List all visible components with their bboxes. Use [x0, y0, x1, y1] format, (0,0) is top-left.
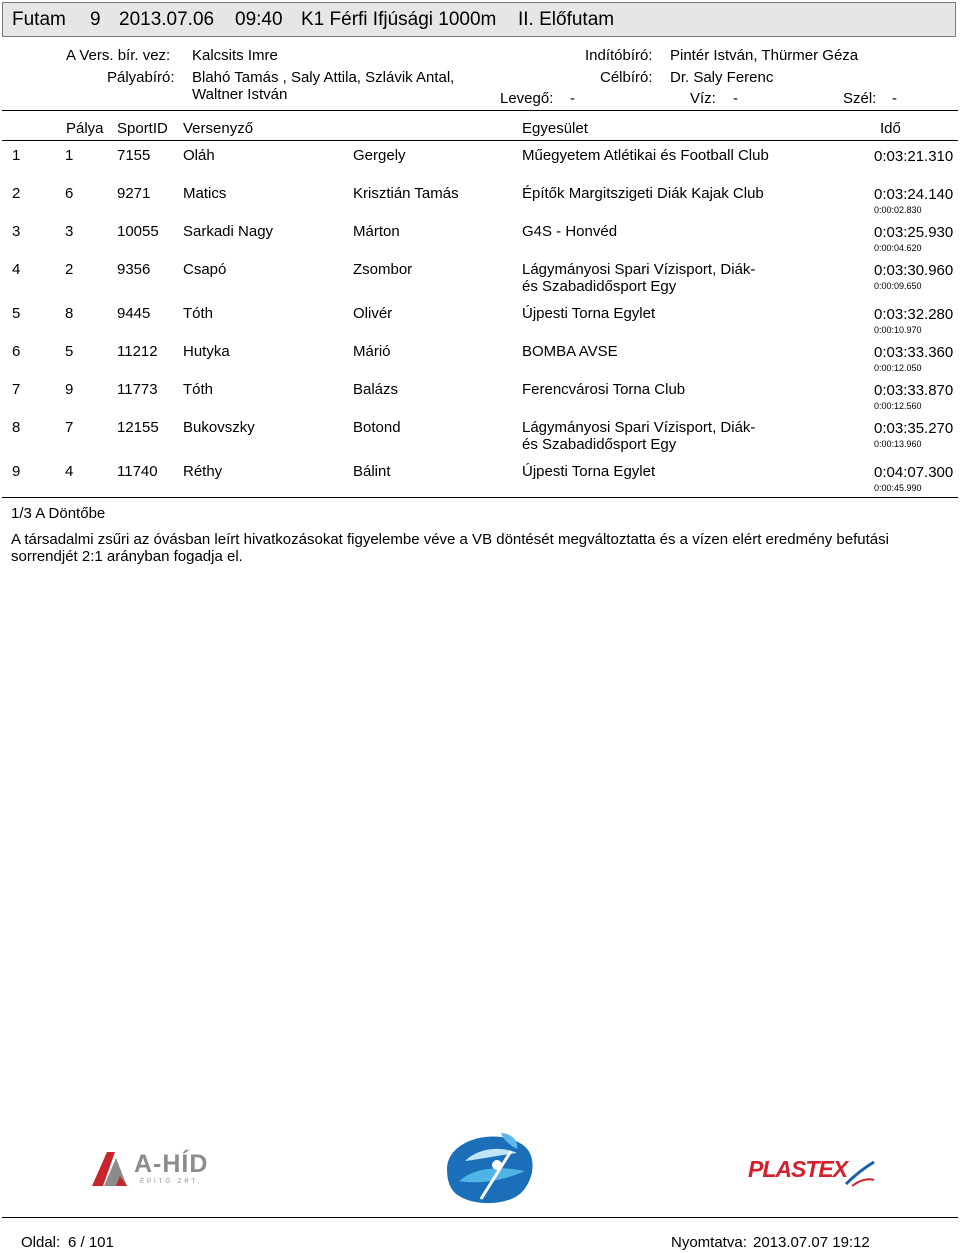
last-name: Tóth: [183, 305, 214, 322]
inditobiro-value: Pintér István, Thürmer Géza: [670, 47, 859, 64]
sport-id: 9445: [117, 305, 151, 322]
race-time: 09:40: [235, 9, 283, 30]
szel-label: Szél:: [843, 90, 877, 107]
first-name: Krisztián Tamás: [353, 185, 459, 202]
results-divider: [2, 497, 958, 498]
columns-divider: [2, 140, 958, 141]
table-row: [0, 223, 960, 261]
first-name: Botond: [353, 419, 401, 436]
club: Építők Margitszigeti Diák Kajak Club: [522, 185, 764, 202]
finish-time: 0:03:33.360: [874, 344, 954, 361]
futam-label: Futam: [12, 9, 66, 30]
table-row: [0, 185, 960, 223]
sport-id: 9271: [117, 185, 151, 202]
time-gap: 0:00:02.830: [874, 205, 922, 215]
col-sportid: SportID: [117, 120, 168, 137]
race-date: 2013.07.06: [119, 9, 215, 30]
time-gap: 0:00:13.960: [874, 439, 922, 449]
sport-id: 11740: [117, 463, 158, 480]
finish-time: 0:03:35.270: [874, 420, 954, 437]
page-label: Oldal:: [21, 1234, 61, 1251]
page-number: 6 / 101: [68, 1234, 114, 1251]
event-name: K1 Férfi Ifjúsági 1000m: [301, 9, 497, 30]
sport-id: 11773: [117, 381, 158, 398]
first-name: Bálint: [353, 463, 391, 480]
sport-id: 12155: [117, 419, 159, 436]
time-gap: 0:00:10.970: [874, 325, 922, 335]
sport-id: 7155: [117, 147, 151, 164]
palyabiro-label: Pályabíró:: [107, 69, 175, 86]
palyabiro-value-2: Waltner István: [192, 86, 288, 103]
place: 6: [12, 343, 21, 360]
first-name: Zsombor: [353, 261, 413, 278]
place: 1: [12, 147, 21, 164]
kayak-emblem-logo: [437, 1131, 541, 1207]
club: Ferencvárosi Torna Club: [522, 381, 686, 398]
inditobiro-label: Indítóbíró:: [585, 47, 653, 64]
place: 8: [12, 419, 21, 436]
club: G4S - Honvéd: [522, 223, 618, 240]
ahid-logo: [90, 1148, 230, 1190]
col-competitor: Versenyző: [183, 120, 254, 137]
first-name: Márton: [353, 223, 400, 240]
time-gap: 0:00:12.050: [874, 363, 922, 373]
lane: 1: [65, 147, 74, 164]
table-row: [0, 147, 960, 185]
club: Műegyetem Atlétikai és Football Club: [522, 147, 769, 164]
plastex-wordmark: PLASTEX: [748, 1156, 848, 1182]
levego-value: -: [570, 90, 575, 107]
finish-time: 0:04:07.300: [874, 464, 954, 481]
finish-time: 0:03:25.930: [874, 224, 954, 241]
lane: 3: [65, 223, 74, 240]
last-name: Oláh: [183, 147, 215, 164]
club: Lágymányosi Spari Vízisport, Diák- és Szabadidősport Egy: [522, 419, 756, 453]
first-name: Márió: [353, 343, 391, 360]
last-name: Csapó: [183, 261, 227, 278]
advance-note: 1/3 A Döntőbe: [11, 505, 106, 522]
viz-label: Víz:: [690, 90, 716, 107]
table-row: [0, 381, 960, 419]
club: Újpesti Torna Egylet: [522, 463, 656, 480]
celbiro-value: Dr. Saly Ferenc: [670, 69, 774, 86]
col-lane: Pálya: [66, 120, 104, 137]
table-row: [0, 343, 960, 381]
last-name: Hutyka: [183, 343, 230, 360]
levego-label: Levegő:: [500, 90, 554, 107]
table-row: [0, 463, 960, 501]
palyabiro-value-1: Blahó Tamás , Saly Attila, Szlávik Antal,: [192, 69, 455, 86]
header-divider: [2, 110, 958, 111]
last-name: Tóth: [183, 381, 214, 398]
lane: 8: [65, 305, 74, 322]
vers-bir-label: A Vers. bír. vez:: [66, 47, 171, 64]
ahid-tagline: ÉPÍTŐ ZRT.: [140, 1179, 203, 1185]
first-name: Balázs: [353, 381, 399, 398]
last-name: Bukovszky: [183, 419, 255, 436]
futam-number: 9: [90, 9, 101, 30]
last-name: Réthy: [183, 463, 223, 480]
place: 3: [12, 223, 21, 240]
lane: 2: [65, 261, 74, 278]
viz-value: -: [733, 90, 738, 107]
club: Lágymányosi Spari Vízisport, Diák- és Szabadidősport Egy: [522, 261, 756, 295]
club: Újpesti Torna Egylet: [522, 305, 656, 322]
sport-id: 10055: [117, 223, 159, 240]
time-gap: 0:00:12.560: [874, 401, 922, 411]
time-gap: 0:00:04.620: [874, 243, 922, 253]
finish-time: 0:03:33.870: [874, 382, 954, 399]
finish-time: 0:03:32.280: [874, 306, 954, 323]
vers-bir-value: Kalcsits Imre: [192, 47, 278, 64]
first-name: Gergely: [353, 147, 406, 164]
table-row: [0, 419, 960, 463]
ahid-wordmark: A-HÍD: [134, 1150, 209, 1178]
col-time: Idő: [880, 120, 901, 137]
lane: 7: [65, 419, 74, 436]
jury-remark: A társadalmi zsűri az óvásban leírt hivatkozásokat figyelembe véve a VB döntését megváltoztatta és a vízen elért eredmény befutási sorrendjét 2:1 arányban fogadja el.: [11, 531, 889, 565]
szel-value: -: [892, 90, 897, 107]
finish-time: 0:03:24.140: [874, 186, 954, 203]
last-name: Sarkadi Nagy: [183, 223, 274, 240]
celbiro-label: Célbíró:: [600, 69, 653, 86]
table-row: [0, 305, 960, 343]
place: 2: [12, 185, 21, 202]
place: 4: [12, 261, 21, 278]
printed-timestamp: 2013.07.07 19:12: [753, 1234, 870, 1251]
first-name: Olivér: [353, 305, 393, 322]
time-gap: 0:00:45.990: [874, 483, 922, 493]
plastex-logo: [748, 1156, 876, 1190]
place: 5: [12, 305, 21, 322]
club: BOMBA AVSE: [522, 343, 618, 360]
place: 7: [12, 381, 21, 398]
last-name: Matics: [183, 185, 227, 202]
title-bar: [2, 2, 956, 37]
col-club: Egyesület: [522, 120, 588, 137]
lane: 4: [65, 463, 74, 480]
finish-time: 0:03:30.960: [874, 262, 954, 279]
finish-time: 0:03:21.310: [874, 148, 954, 165]
printed-label: Nyomtatva:: [671, 1234, 747, 1251]
place: 9: [12, 463, 21, 480]
time-gap: 0:00:09.650: [874, 281, 922, 291]
table-row: [0, 261, 960, 305]
lane: 9: [65, 381, 74, 398]
sport-id: 9356: [117, 261, 151, 278]
lane: 5: [65, 343, 74, 360]
footer-divider: [2, 1217, 958, 1218]
lane: 6: [65, 185, 74, 202]
race-phase: II. Előfutam: [518, 9, 615, 30]
sport-id: 11212: [117, 343, 158, 360]
